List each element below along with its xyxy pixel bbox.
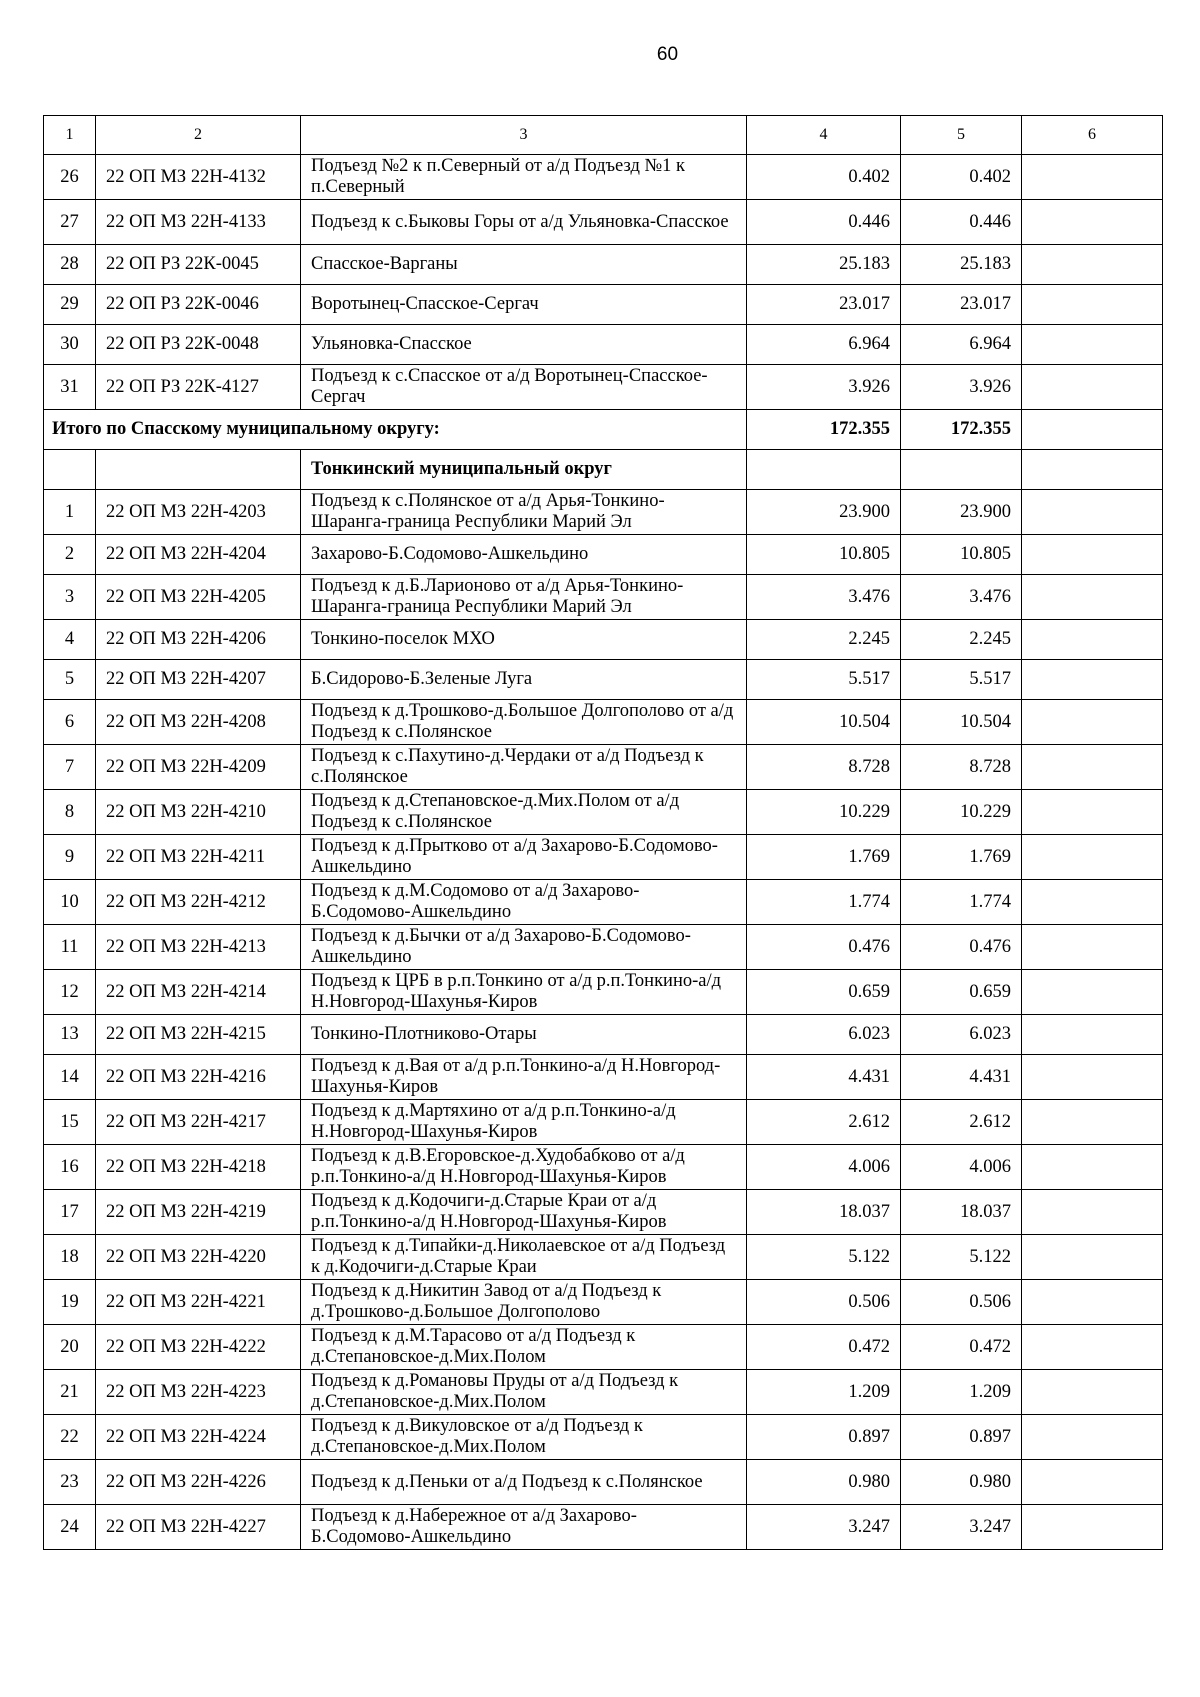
road-id: 22 ОП МЗ 22Н-4205 [96, 575, 301, 620]
road-id: 22 ОП МЗ 22Н-4214 [96, 970, 301, 1015]
road-id: 22 ОП МЗ 22Н-4215 [96, 1015, 301, 1055]
length-col4: 10.504 [747, 700, 901, 745]
road-id: 22 ОП МЗ 22Н-4203 [96, 490, 301, 535]
table-row [44, 835, 1163, 880]
empty-col6 [1022, 1460, 1163, 1505]
length-col4: 0.897 [747, 1415, 901, 1460]
total-label: Итого по Спасскому муниципальному округу: [44, 410, 747, 450]
road-name: Подъезд к д.М.Содомово от а/д Захарово-Б.Содомово-Ашкельдино [301, 880, 747, 925]
empty-col6 [1022, 660, 1163, 700]
row-number: 16 [44, 1145, 96, 1190]
length-col5: 10.504 [901, 700, 1022, 745]
empty-col6 [1022, 410, 1163, 450]
road-id: 22 ОП МЗ 22Н-4206 [96, 620, 301, 660]
length-col4: 3.926 [747, 365, 901, 410]
length-col4: 5.517 [747, 660, 901, 700]
road-name: Подъезд к д.Викуловское от а/д Подъезд к д.Степановское-д.Мих.Полом [301, 1415, 747, 1460]
header-cell: 2 [96, 116, 301, 155]
row-number: 5 [44, 660, 96, 700]
road-name: Подъезд к д.В.Егоровское-д.Худобабково от а/д р.п.Тонкино-а/д Н.Новгород-Шахунья-Киров [301, 1145, 747, 1190]
empty-col6 [1022, 620, 1163, 660]
length-col5: 6.023 [901, 1015, 1022, 1055]
length-col5: 0.897 [901, 1415, 1022, 1460]
total-row [44, 410, 1163, 450]
road-name: Подъезд к с.Пахутино-д.Чердаки от а/д Подъезд к с.Полянское [301, 745, 747, 790]
empty-cell [901, 450, 1022, 490]
length-col4: 0.446 [747, 200, 901, 245]
empty-col6 [1022, 1505, 1163, 1550]
table-row [44, 1015, 1163, 1055]
table-row [44, 325, 1163, 365]
empty-col6 [1022, 365, 1163, 410]
length-col4: 4.431 [747, 1055, 901, 1100]
empty-cell [44, 450, 96, 490]
road-name: Подъезд к д.Б.Ларионово от а/д Арья-Тонкино-Шаранга-граница Республики Марий Эл [301, 575, 747, 620]
length-col4: 10.805 [747, 535, 901, 575]
length-col5: 8.728 [901, 745, 1022, 790]
length-col5: 23.017 [901, 285, 1022, 325]
empty-col6 [1022, 1370, 1163, 1415]
length-col4: 6.964 [747, 325, 901, 365]
length-col5: 3.247 [901, 1505, 1022, 1550]
table-row [44, 200, 1163, 245]
roads-table [43, 115, 1163, 1550]
road-name: Подъезд №2 к п.Северный от а/д Подъезд №1 к п.Северный [301, 155, 747, 200]
road-name: Подъезд к ЦРБ в р.п.Тонкино от а/д р.п.Тонкино-а/д Н.Новгород-Шахунья-Киров [301, 970, 747, 1015]
road-name: Тонкино-Плотниково-Отары [301, 1015, 747, 1055]
length-col4: 8.728 [747, 745, 901, 790]
table-row [44, 365, 1163, 410]
empty-col6 [1022, 1055, 1163, 1100]
length-col4: 0.659 [747, 970, 901, 1015]
road-id: 22 ОП МЗ 22Н-4132 [96, 155, 301, 200]
empty-col6 [1022, 245, 1163, 285]
empty-col6 [1022, 1190, 1163, 1235]
road-name: Подъезд к д.Пеньки от а/д Подъезд к с.Полянское [301, 1460, 747, 1505]
table-row [44, 1415, 1163, 1460]
row-number: 20 [44, 1325, 96, 1370]
road-id: 22 ОП МЗ 22Н-4220 [96, 1235, 301, 1280]
empty-col6 [1022, 1100, 1163, 1145]
length-col4: 3.247 [747, 1505, 901, 1550]
length-col4: 2.612 [747, 1100, 901, 1145]
length-col4: 18.037 [747, 1190, 901, 1235]
length-col4: 3.476 [747, 575, 901, 620]
empty-col6 [1022, 325, 1163, 365]
length-col5: 0.472 [901, 1325, 1022, 1370]
road-name: Тонкино-поселок МХО [301, 620, 747, 660]
empty-col6 [1022, 1325, 1163, 1370]
length-col4: 23.900 [747, 490, 901, 535]
table-row [44, 1370, 1163, 1415]
length-col4: 1.209 [747, 1370, 901, 1415]
length-col4: 0.980 [747, 1460, 901, 1505]
row-number: 15 [44, 1100, 96, 1145]
row-number: 19 [44, 1280, 96, 1325]
row-number: 4 [44, 620, 96, 660]
header-cell: 6 [1022, 116, 1163, 155]
road-id: 22 ОП МЗ 22Н-4217 [96, 1100, 301, 1145]
road-id: 22 ОП МЗ 22Н-4213 [96, 925, 301, 970]
empty-col6 [1022, 700, 1163, 745]
table-row [44, 1145, 1163, 1190]
table-row [44, 1100, 1163, 1145]
row-number: 12 [44, 970, 96, 1015]
length-col4: 4.006 [747, 1145, 901, 1190]
road-name: Захарово-Б.Содомово-Ашкельдино [301, 535, 747, 575]
road-id: 22 ОП РЗ 22К-0048 [96, 325, 301, 365]
row-number: 30 [44, 325, 96, 365]
length-col5: 3.476 [901, 575, 1022, 620]
row-number: 18 [44, 1235, 96, 1280]
road-id: 22 ОП МЗ 22Н-4224 [96, 1415, 301, 1460]
empty-col6 [1022, 1015, 1163, 1055]
road-id: 22 ОП МЗ 22Н-4218 [96, 1145, 301, 1190]
road-name: Подъезд к д.Кодочиги-д.Старые Краи от а/д р.п.Тонкино-а/д Н.Новгород-Шахунья-Киров [301, 1190, 747, 1235]
road-id: 22 ОП МЗ 22Н-4208 [96, 700, 301, 745]
length-col4: 6.023 [747, 1015, 901, 1055]
row-number: 31 [44, 365, 96, 410]
road-name: Б.Сидорово-Б.Зеленые Луга [301, 660, 747, 700]
row-number: 2 [44, 535, 96, 575]
empty-col6 [1022, 745, 1163, 790]
header-cell: 3 [301, 116, 747, 155]
row-number: 29 [44, 285, 96, 325]
length-col4: 0.472 [747, 1325, 901, 1370]
road-name: Подъезд к с.Спасское от а/д Воротынец-Спасское-Сергач [301, 365, 747, 410]
road-name: Подъезд к с.Полянское от а/д Арья-Тонкино-Шаранга-граница Республики Марий Эл [301, 490, 747, 535]
length-col5: 5.517 [901, 660, 1022, 700]
road-name: Подъезд к д.Набережное от а/д Захарово-Б.Содомово-Ашкельдино [301, 1505, 747, 1550]
row-number: 14 [44, 1055, 96, 1100]
road-id: 22 ОП МЗ 22Н-4212 [96, 880, 301, 925]
road-name: Подъезд к д.Никитин Завод от а/д Подъезд к д.Трошково-д.Большое Долгополово [301, 1280, 747, 1325]
length-col5: 6.964 [901, 325, 1022, 365]
table-row [44, 535, 1163, 575]
length-col4: 1.774 [747, 880, 901, 925]
length-col5: 18.037 [901, 1190, 1022, 1235]
length-col5: 23.900 [901, 490, 1022, 535]
length-col5: 0.659 [901, 970, 1022, 1015]
length-col5: 1.209 [901, 1370, 1022, 1415]
header-cell: 4 [747, 116, 901, 155]
road-name: Воротынец-Спасское-Сергач [301, 285, 747, 325]
row-number: 11 [44, 925, 96, 970]
road-name: Подъезд к д.Бычки от а/д Захарово-Б.Содомово-Ашкельдино [301, 925, 747, 970]
length-col4: 10.229 [747, 790, 901, 835]
length-col5: 0.446 [901, 200, 1022, 245]
length-col4: 5.122 [747, 1235, 901, 1280]
empty-col6 [1022, 880, 1163, 925]
row-number: 26 [44, 155, 96, 200]
empty-col6 [1022, 925, 1163, 970]
road-name: Подъезд к д.Вая от а/д р.п.Тонкино-а/д Н.Новгород-Шахунья-Киров [301, 1055, 747, 1100]
row-number: 13 [44, 1015, 96, 1055]
row-number: 1 [44, 490, 96, 535]
empty-cell [96, 450, 301, 490]
road-id: 22 ОП МЗ 22Н-4216 [96, 1055, 301, 1100]
table-row [44, 155, 1163, 200]
road-name: Подъезд к с.Быковы Горы от а/д Ульяновка-Спасское [301, 200, 747, 245]
table-row [44, 1235, 1163, 1280]
road-name: Ульяновка-Спасское [301, 325, 747, 365]
length-col5: 0.980 [901, 1460, 1022, 1505]
row-number: 28 [44, 245, 96, 285]
row-number: 3 [44, 575, 96, 620]
road-name: Подъезд к д.Степановское-д.Мих.Полом от а/д Подъезд к с.Полянское [301, 790, 747, 835]
table-row [44, 970, 1163, 1015]
length-col5: 25.183 [901, 245, 1022, 285]
total-col4: 172.355 [747, 410, 901, 450]
road-id: 22 ОП МЗ 22Н-4210 [96, 790, 301, 835]
road-id: 22 ОП МЗ 22Н-4209 [96, 745, 301, 790]
empty-col6 [1022, 790, 1163, 835]
road-id: 22 ОП МЗ 22Н-4133 [96, 200, 301, 245]
row-number: 10 [44, 880, 96, 925]
road-id: 22 ОП МЗ 22Н-4227 [96, 1505, 301, 1550]
length-col4: 25.183 [747, 245, 901, 285]
table-row [44, 660, 1163, 700]
length-col5: 4.006 [901, 1145, 1022, 1190]
empty-col6 [1022, 285, 1163, 325]
row-number: 21 [44, 1370, 96, 1415]
row-number: 8 [44, 790, 96, 835]
table-row [44, 1325, 1163, 1370]
row-number: 22 [44, 1415, 96, 1460]
table-row [44, 1190, 1163, 1235]
length-col5: 5.122 [901, 1235, 1022, 1280]
length-col5: 4.431 [901, 1055, 1022, 1100]
road-name: Подъезд к д.Мартяхино от а/д р.п.Тонкино-а/д Н.Новгород-Шахунья-Киров [301, 1100, 747, 1145]
road-id: 22 ОП МЗ 22Н-4223 [96, 1370, 301, 1415]
row-number: 9 [44, 835, 96, 880]
empty-col6 [1022, 200, 1163, 245]
empty-col6 [1022, 1280, 1163, 1325]
length-col4: 0.506 [747, 1280, 901, 1325]
empty-col6 [1022, 575, 1163, 620]
table-row [44, 925, 1163, 970]
road-id: 22 ОП РЗ 22К-4127 [96, 365, 301, 410]
table-row [44, 745, 1163, 790]
page-number: 60 [656, 44, 679, 65]
row-number: 27 [44, 200, 96, 245]
empty-col6 [1022, 535, 1163, 575]
length-col4: 0.402 [747, 155, 901, 200]
road-id: 22 ОП МЗ 22Н-4207 [96, 660, 301, 700]
table-row [44, 1460, 1163, 1505]
length-col5: 3.926 [901, 365, 1022, 410]
empty-col6 [1022, 1235, 1163, 1280]
row-number: 6 [44, 700, 96, 745]
road-id: 22 ОП МЗ 22Н-4219 [96, 1190, 301, 1235]
length-col5: 10.805 [901, 535, 1022, 575]
length-col4: 2.245 [747, 620, 901, 660]
table-row [44, 1280, 1163, 1325]
length-col5: 0.476 [901, 925, 1022, 970]
empty-cell [747, 450, 901, 490]
table-row [44, 1055, 1163, 1100]
road-name: Подъезд к д.Трошково-д.Большое Долгополово от а/д Подъезд к с.Полянское [301, 700, 747, 745]
length-col4: 0.476 [747, 925, 901, 970]
empty-cell [1022, 450, 1163, 490]
empty-col6 [1022, 155, 1163, 200]
road-id: 22 ОП РЗ 22К-0046 [96, 285, 301, 325]
road-id: 22 ОП МЗ 22Н-4211 [96, 835, 301, 880]
table-row [44, 245, 1163, 285]
road-id: 22 ОП РЗ 22К-0045 [96, 245, 301, 285]
empty-col6 [1022, 1415, 1163, 1460]
table-row [44, 700, 1163, 745]
row-number: 7 [44, 745, 96, 790]
length-col5: 2.612 [901, 1100, 1022, 1145]
table-row [44, 285, 1163, 325]
road-name: Подъезд к д.Типайки-д.Николаевское от а/д Подъезд к д.Кодочиги-д.Старые Краи [301, 1235, 747, 1280]
table-row [44, 620, 1163, 660]
length-col5: 1.769 [901, 835, 1022, 880]
road-name: Подъезд к д.М.Тарасово от а/д Подъезд к д.Степановское-д.Мих.Полом [301, 1325, 747, 1370]
section-row [44, 450, 1163, 490]
empty-col6 [1022, 1145, 1163, 1190]
table-row [44, 490, 1163, 535]
header-row [44, 116, 1163, 155]
length-col5: 0.402 [901, 155, 1022, 200]
length-col5: 0.506 [901, 1280, 1022, 1325]
row-number: 23 [44, 1460, 96, 1505]
table-row [44, 1505, 1163, 1550]
road-name: Подъезд к д.Романовы Пруды от а/д Подъезд к д.Степановское-д.Мих.Полом [301, 1370, 747, 1415]
length-col4: 1.769 [747, 835, 901, 880]
road-id: 22 ОП МЗ 22Н-4204 [96, 535, 301, 575]
road-id: 22 ОП МЗ 22Н-4221 [96, 1280, 301, 1325]
road-id: 22 ОП МЗ 22Н-4226 [96, 1460, 301, 1505]
table-row [44, 575, 1163, 620]
row-number: 24 [44, 1505, 96, 1550]
length-col5: 10.229 [901, 790, 1022, 835]
header-cell: 5 [901, 116, 1022, 155]
total-col5: 172.355 [901, 410, 1022, 450]
table-row [44, 880, 1163, 925]
road-id: 22 ОП МЗ 22Н-4222 [96, 1325, 301, 1370]
length-col5: 1.774 [901, 880, 1022, 925]
table-row [44, 790, 1163, 835]
length-col4: 23.017 [747, 285, 901, 325]
section-title: Тонкинский муниципальный округ [301, 450, 747, 490]
road-name: Спасское-Варганы [301, 245, 747, 285]
empty-col6 [1022, 970, 1163, 1015]
empty-col6 [1022, 490, 1163, 535]
road-name: Подъезд к д.Прытково от а/д Захарово-Б.Содомово-Ашкельдино [301, 835, 747, 880]
empty-col6 [1022, 835, 1163, 880]
header-cell: 1 [44, 116, 96, 155]
row-number: 17 [44, 1190, 96, 1235]
length-col5: 2.245 [901, 620, 1022, 660]
